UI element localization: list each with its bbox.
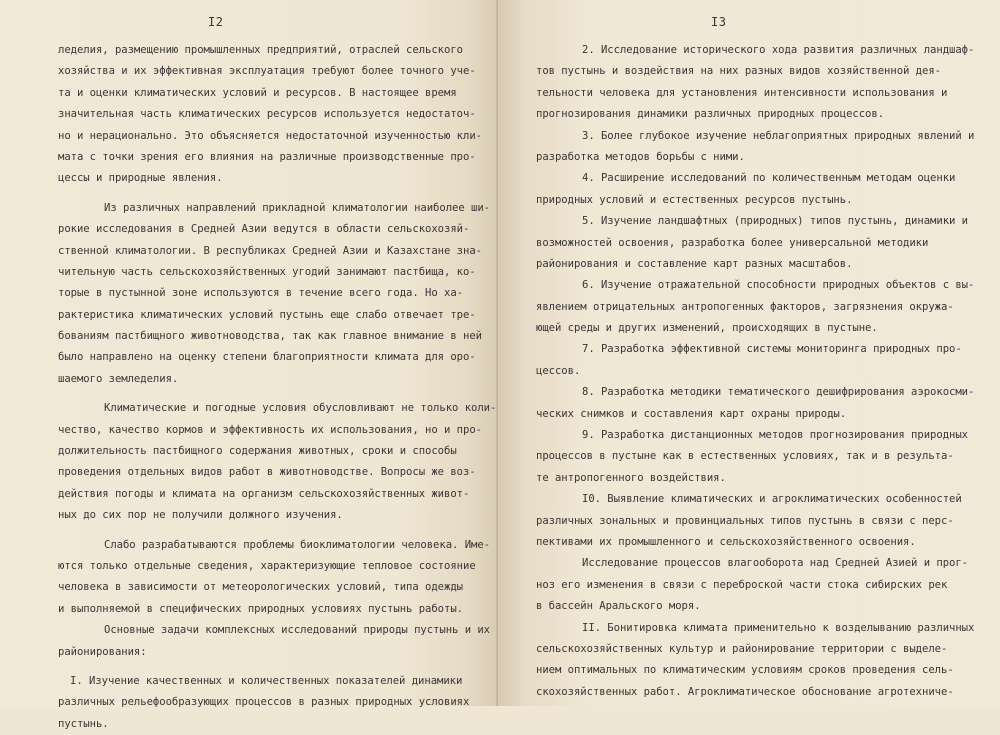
text-line: 5. Изучение ландшафтных (природных) типов пустынь, динамики и bbox=[582, 215, 969, 228]
paragraph-gap bbox=[58, 663, 458, 671]
text-line: скохозяйственных работ. Агроклиматическое обоснование агротехниче- bbox=[536, 685, 954, 698]
text-line: 3. Более глубокое изучение неблагоприятных природных явлений и bbox=[582, 129, 975, 142]
text-line: I. Изучение качественных и количественных показателей динамики bbox=[70, 674, 463, 687]
text-line: Слабо разрабатываются проблемы биоклиматологии человека. Име- bbox=[104, 538, 491, 551]
text-line: должительность пастбищного содержания животных, сроки и способы bbox=[58, 445, 457, 458]
text-line: природных условий и естественных ресурсов пустынь. bbox=[536, 193, 853, 206]
text-line: нием оптимальных по климатическим условиям сроков проведения сель- bbox=[536, 664, 954, 677]
text-line: 2. Исследование исторического хода развития различных ландшаф- bbox=[582, 44, 975, 56]
text-line: 4. Расширение исследований по количественным методам оценки bbox=[582, 172, 956, 185]
text-line: процессов в пустыне как в естественных условиях, так и в результа- bbox=[536, 450, 954, 463]
text-line: человека в зависимости от метеорологических условий, типа одежды bbox=[58, 581, 463, 594]
left-page-body bbox=[58, 40, 497, 735]
text-line: различных зональных и провинциальных типов пустынь в связи с перс- bbox=[536, 514, 954, 527]
right-page-body bbox=[536, 40, 974, 703]
left-page-number: I2 bbox=[208, 15, 224, 29]
right-page-number: I3 bbox=[711, 15, 727, 29]
text-line: торые в пустынной зоне используются в течение всего года. Но ха- bbox=[58, 287, 463, 300]
text-line: 8. Разработка методики тематического дешифрирования аэрокосми- bbox=[582, 386, 975, 399]
text-line: в бассейн Аральского моря. bbox=[536, 600, 701, 613]
text-line: мата с точки зрения его влияния на различные производственные про- bbox=[58, 150, 476, 163]
text-line: явлением отрицательных антропогенных факторов, загрязнения окружа- bbox=[536, 300, 954, 313]
text-line: бованиям пастбищного животноводства, так как главное внимание в ней bbox=[58, 330, 482, 343]
left-page bbox=[0, 0, 498, 730]
paragraph-gap bbox=[58, 190, 458, 198]
text-line: но и нерационально. Это объясняется недостаточной изученностью кли- bbox=[58, 129, 482, 142]
text-line: различных рельефообразующих процессов в разных природных условиях bbox=[58, 696, 470, 709]
text-line: районирования: bbox=[58, 645, 147, 658]
text-line: пективами их промышленного и сельскохозяйственного освоения. bbox=[536, 535, 916, 548]
text-line: действия погоды и климата на организм сельскохозяйственных живот- bbox=[58, 487, 470, 500]
text-line: пустынь. bbox=[58, 717, 109, 730]
text-line: цессов. bbox=[536, 364, 581, 377]
text-line: Основные задачи комплексных исследований природы пустынь и их bbox=[104, 624, 491, 637]
right-page bbox=[498, 0, 1000, 706]
text-line: чество, качество кормов и эффективность их использования, но и про- bbox=[58, 423, 482, 436]
text-line: 6. Изучение отражательной способности природных объектов с вы- bbox=[582, 279, 975, 292]
text-line: ственной климатологии. В республиках Средней Азии и Казахстане зна- bbox=[58, 244, 482, 257]
text-line: ноз его изменения в связи с переброской части стока сибирских рек bbox=[536, 578, 948, 591]
text-line: ных до сих пор не получили должного изучения. bbox=[58, 509, 343, 522]
text-line: проведения отдельных видов работ в животноводстве. Вопросы же воз- bbox=[58, 466, 476, 479]
text-line: разработка методов борьбы с ними. bbox=[536, 150, 745, 163]
text-line: и выполняемой в специфических природных условиях пустынь работы. bbox=[58, 602, 463, 615]
text-line: хозяйства и их эффективная эксплуатация требуют более точного уче- bbox=[58, 65, 476, 78]
text-line: 7. Разработка эффективной системы мониторинга природных про- bbox=[582, 343, 962, 356]
text-line: 9. Разработка дистанционных методов прогнозирования природных bbox=[582, 429, 969, 442]
text-line: тельности человека для установления интенсивности использования и bbox=[536, 86, 948, 99]
text-line: ются только отдельные сведения, характеризующие тепловое состояние bbox=[58, 559, 476, 572]
text-line: леделия, размещению промышленных предприятий, отраслей сельского bbox=[58, 44, 463, 56]
text-line: ющей среды и других изменений, происходящих в пустыне. bbox=[536, 322, 878, 335]
text-line: те антропогенного воздействия. bbox=[536, 471, 726, 484]
text-line: Из различных направлений прикладной климатологии наиболее ши- bbox=[104, 201, 491, 214]
paragraph-gap bbox=[58, 390, 458, 398]
text-line: та и оценки климатических условий и ресурсов. В настоящее время bbox=[58, 86, 457, 99]
text-line: прогнозирования динамики различных природных процессов. bbox=[536, 108, 885, 121]
text-line: Климатические и погодные условия обусловливают не только коли- bbox=[104, 402, 497, 415]
text-line: было направлено на оценку степени благоприятности климата для оро- bbox=[58, 351, 476, 364]
text-line: II. Бонитировка климата применительно к возделыванию различных bbox=[582, 621, 975, 634]
text-line: ческих снимков и составления карт охраны природы. bbox=[536, 407, 847, 420]
text-line: тов пустынь и воздействия на них разных видов хозяйственной дея- bbox=[536, 65, 941, 78]
text-line: значительная часть климатических ресурсов используется недостаточ- bbox=[58, 108, 476, 121]
text-line: Исследование процессов влагооборота над Средней Азией и прог- bbox=[582, 557, 969, 570]
paragraph-gap bbox=[58, 527, 458, 535]
text-line: рокие исследования в Средней Азии ведутся в области сельскохозяй- bbox=[58, 223, 470, 236]
text-line: возможностей освоения, разработка более универсальной методики bbox=[536, 236, 929, 249]
text-line: цессы и природные явления. bbox=[58, 172, 223, 185]
text-line: I0. Выявление климатических и агроклиматических особенностей bbox=[582, 493, 962, 506]
text-line: районирования и составление карт разных масштабов. bbox=[536, 257, 853, 270]
text-line: шаемого земледелия. bbox=[58, 372, 179, 385]
text-line: рактеристика климатических условий пустынь еще слабо отвечает тре- bbox=[58, 308, 476, 321]
text-line: чительную часть сельскохозяйственных угодий занимают пастбища, ко- bbox=[58, 265, 476, 278]
text-line: сельскохозяйственных культур и районирование территории с выделе- bbox=[536, 642, 948, 655]
